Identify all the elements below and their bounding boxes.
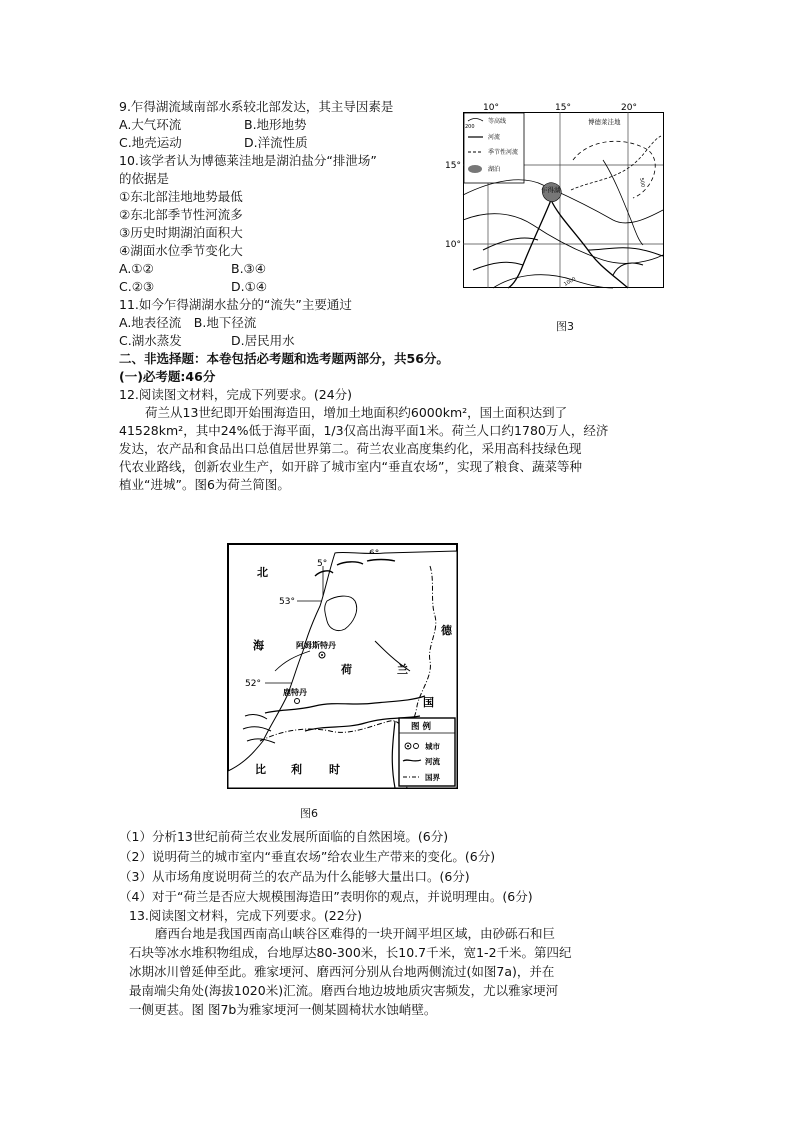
figure-6-netherlands-map bbox=[225, 541, 460, 791]
fig3-lon-15: 15° bbox=[555, 103, 571, 113]
fig6-legend-border: 国界 bbox=[425, 773, 440, 782]
q13-para-line5: 一侧更甚。图 图7b为雅家埂河一侧某圆椅状水蚀峭壁。 bbox=[129, 1002, 437, 1017]
q9-option-c: C.地壳运动 bbox=[119, 135, 182, 150]
fig3-lat-10: 10° bbox=[445, 240, 461, 250]
q12-para-line3: 发达，农产品和食品出口总值居世界第二。荷兰农业高度集约化，采用高科技绿色现 bbox=[119, 441, 582, 456]
fig6-north-sea-char-1: 北 bbox=[257, 566, 268, 579]
q9-option-d: D.洋流性质 bbox=[244, 135, 308, 150]
q12-subquestion-4: （4）对于“荷兰是否应大规模围海造田”表明你的观点，并说明理由。(6分) bbox=[119, 889, 533, 904]
q10-statement-1: ①东北部洼地地势最低 bbox=[119, 189, 243, 204]
q11-option-d: D.居民用水 bbox=[231, 333, 295, 348]
q13-stem: 13.阅读图文材料，完成下列要求。(22分) bbox=[129, 908, 363, 923]
q10-option-c: C.②③ bbox=[119, 279, 155, 294]
q13-para-line3: 冰期冰川曾延伸至此。雅家埂河、磨西河分别从台地两侧流过(如图7a)，并在 bbox=[129, 964, 555, 979]
fig6-germany-char-2: 国 bbox=[423, 696, 434, 709]
q10-stem-line1: 10.该学者认为博德莱洼地是湖泊盐分“排泄场” bbox=[119, 153, 377, 168]
q9-option-a: A.大气环流 bbox=[119, 117, 182, 132]
q12-subquestion-2: （2）说明荷兰的城市室内“垂直农场”给农业生产带来的变化。(6分) bbox=[119, 849, 496, 864]
q12-para-line1: 荷兰从13世纪即开始围海造田，增加土地面积约6000km²，国土面积达到了 bbox=[145, 405, 568, 420]
fig6-legend-river: 河流 bbox=[425, 757, 440, 766]
q10-statement-3: ③历史时期湖泊面积大 bbox=[119, 225, 243, 240]
q10-option-d: D.①④ bbox=[231, 279, 268, 294]
fig3-contour-1000: 1000 bbox=[563, 276, 578, 288]
fig3-contour-500: 500 bbox=[638, 177, 646, 188]
fig6-lon-5: 5° bbox=[317, 559, 328, 569]
fig3-bodele-label: 博德莱洼地 bbox=[588, 118, 621, 126]
fig6-legend-title: 图 例 bbox=[411, 722, 431, 732]
fig3-legend-river: 河流 bbox=[488, 134, 501, 141]
q10-option-b: B.③④ bbox=[231, 261, 266, 276]
q12-subquestion-3: （3）从市场角度说明荷兰的农产品为什么能够大量出口。(6分) bbox=[119, 869, 470, 884]
q13-para-line2: 石块等冰水堆积物组成，台地厚达80-300米，长10.7千米，宽1-2千米。第四纪 bbox=[129, 945, 572, 960]
fig6-caption: 图6 bbox=[300, 807, 318, 820]
fig6-legend-city: 城市 bbox=[425, 742, 440, 751]
q13-para-line4: 最南端尖角处(海拔1020米)汇流。磨西台地边坡地质灾害频发，尤以雅家埂河 bbox=[129, 983, 559, 998]
q12-para-line4: 代农业路线，创新农业生产，如开辟了城市室内“垂直农场”，实现了粮食、蔬菜等种 bbox=[119, 459, 582, 474]
fig6-belgium-char-3: 时 bbox=[329, 763, 340, 776]
fig3-lon-20: 20° bbox=[621, 103, 637, 113]
q10-option-a: A.①② bbox=[119, 261, 154, 276]
fig6-netherlands-char-2: 兰 bbox=[397, 663, 408, 676]
fig6-netherlands-char-1: 荷 bbox=[341, 663, 352, 676]
q12-para-line5: 植业“进城”。图6为荷兰简图。 bbox=[119, 477, 290, 492]
fig6-belgium-char-2: 利 bbox=[291, 763, 302, 776]
q11-option-c: C.湖水蒸发 bbox=[119, 333, 182, 348]
fig3-legend-contour: 等高线 bbox=[488, 118, 507, 125]
figure-3-lake-chad-map bbox=[445, 100, 665, 302]
q12-para-line2: 41528km²，其中24%低于海平面，1/3仅高出海平面1米。荷兰人口约1780万人，经济 bbox=[119, 423, 609, 438]
fig3-caption: 图3 bbox=[556, 320, 574, 333]
q9-option-b: B.地形地势 bbox=[244, 117, 307, 132]
fig6-rotterdam-label: 鹿特丹 bbox=[283, 688, 307, 697]
q12-subquestion-1: （1）分析13世纪前荷兰农业发展所面临的自然困境。(6分) bbox=[119, 829, 449, 844]
q9-stem: 9.乍得湖流域南部水系较北部发达，其主导因素是 bbox=[119, 99, 394, 114]
q10-statement-4: ④湖面水位季节变化大 bbox=[119, 243, 243, 258]
fig3-contour-200: 200 bbox=[465, 124, 475, 130]
fig3-legend-seasonal: 季节性河流 bbox=[488, 149, 519, 156]
q13-para-line1: 磨西台地是我国西南高山峡谷区难得的一块开阔平坦区域，由砂砾石和巨 bbox=[155, 926, 556, 941]
fig6-amsterdam-label: 阿姆斯特丹 bbox=[296, 641, 336, 650]
q11-option-ab: A.地表径流 B.地下径流 bbox=[119, 315, 257, 330]
fig6-lat-52: 52° bbox=[245, 679, 261, 689]
fig3-lon-10: 10° bbox=[483, 103, 499, 113]
q11-stem: 11.如今乍得湖湖水盐分的“流失”主要通过 bbox=[119, 297, 352, 312]
fig3-lake-label: 乍得湖 bbox=[541, 186, 561, 194]
section2-required-label: (一)必考题:46分 bbox=[119, 369, 216, 384]
q12-stem: 12.阅读图文材料，完成下列要求。(24分) bbox=[119, 387, 353, 402]
q10-statement-2: ②东北部季节性河流多 bbox=[119, 207, 243, 222]
fig6-lat-53: 53° bbox=[279, 597, 295, 607]
section2-heading: 二、非选择题：本卷包括必考题和选考题两部分，共56分。 bbox=[119, 351, 449, 366]
fig3-legend-lake: 湖泊 bbox=[488, 166, 501, 173]
fig6-north-sea-char-2: 海 bbox=[253, 639, 264, 652]
fig3-lat-15: 15° bbox=[445, 161, 461, 171]
q10-stem-line2: 的依据是 bbox=[119, 171, 170, 186]
fig6-belgium-char-1: 比 bbox=[255, 763, 266, 776]
fig6-germany-char-1: 德 bbox=[441, 624, 452, 637]
fig6-rotterdam-marker bbox=[295, 699, 300, 704]
